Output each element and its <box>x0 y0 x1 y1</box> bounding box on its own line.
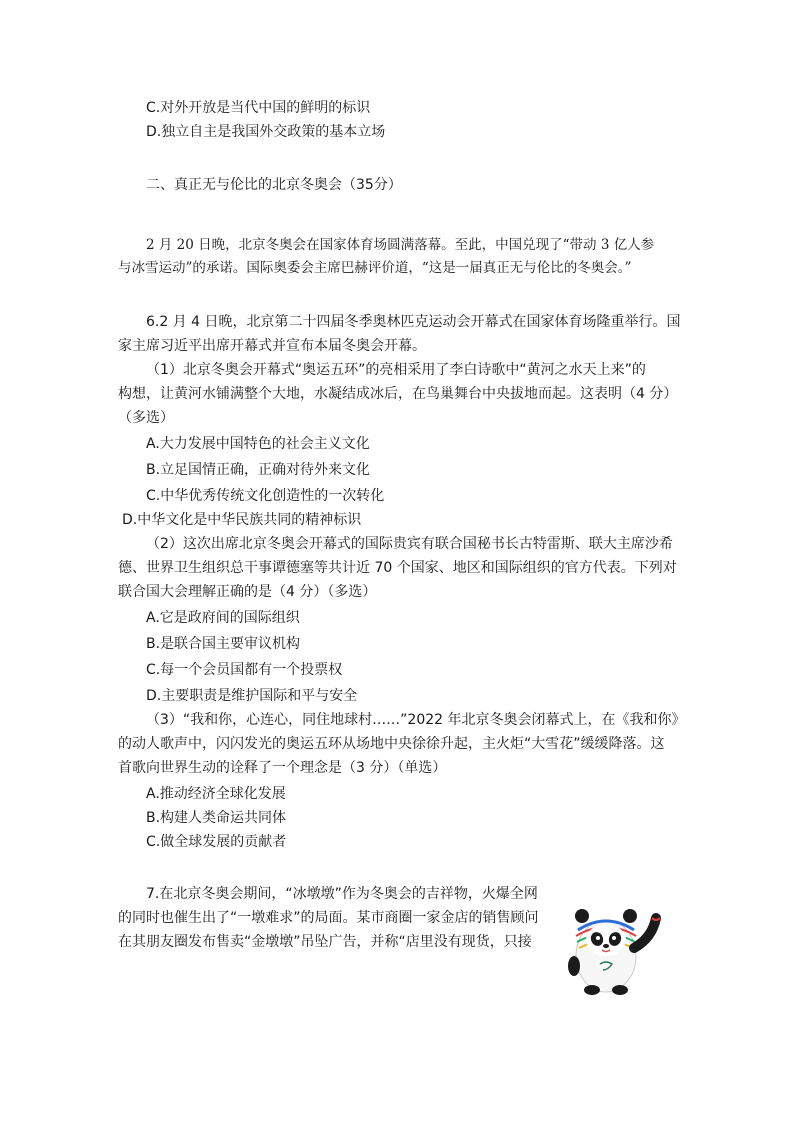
intro-line-2: 与冰雪运动”的承诺。国际奥委会主席巴赫评价道，“这是一届真正无与伦比的冬奥会。” <box>118 260 632 276</box>
intro-line-1: 2 月 20 日晚，北京冬奥会在国家体育场圆满落幕。至此，中国兑现了“带动 3 亿人参 <box>146 237 655 253</box>
q6-sub2-option-c: C.每一个会员国都有一个投票权 <box>146 662 343 678</box>
q6-sub1-line-1: （1）北京冬奥会开幕式“奥运五环”的亮相采用了李白诗歌中“黄河之水天上来”的 <box>146 362 646 378</box>
q6-sub3-line-1: （3）“我和你，心连心，同住地球村……”2022 年北京冬奥会闭幕式上，在《我和你》 <box>146 712 686 728</box>
q7-line-1: 7.在北京冬奥会期间，“冰墩墩”作为冬奥会的吉祥物，火爆全网 <box>146 886 538 902</box>
q6-sub2-option-b: B.是联合国主要审议机构 <box>146 636 301 652</box>
q6-sub3-option-b: B.构建人类命运共同体 <box>146 810 287 826</box>
q6-sub1-option-c: C.中华优秀传统文化创造性的一次转化 <box>146 488 385 504</box>
q6-sub1-option-d: D.中华文化是中华民族共同的精神标识 <box>122 512 362 528</box>
q6-sub3-line-3: 首歌向世界生动的诠释了一个理念是（3 分）（单选） <box>118 760 447 776</box>
top-option-c: C.对外开放是当代中国的鲜明的标识 <box>146 100 371 116</box>
q6-sub2-line-2: 德、世界卫生组织总干事谭德塞等共计近 70 个国家、地区和国际组织的官方代表。下列对 <box>118 560 677 576</box>
q6-sub2-line-1: （2）这次出席北京冬奥会开幕式的国际贵宾有联合国秘书长古特雷斯、联大主席沙希 <box>146 536 673 552</box>
bing-dwen-dwen-mascot-image <box>556 898 674 998</box>
q6-stem-line-1: 6.2 月 4 日晚，北京第二十四届冬季奥林匹克运动会开幕式在国家体育场隆重举行。国 <box>146 314 681 330</box>
q6-stem-line-2: 家主席习近平出席开幕式并宣布本届冬奥会开幕。 <box>118 338 426 354</box>
q6-sub1-option-a: A.大力发展中国特色的社会主义文化 <box>146 436 370 452</box>
q6-sub1-line-2: 构想，让黄河水铺满整个大地，水凝结成冰后，在鸟巢舞台中央拔地而起。这表明（4 分） <box>118 386 678 402</box>
section-title: 二、真正无与伦比的北京冬奥会（35分） <box>146 177 402 193</box>
q6-sub3-option-a: A.推动经济全球化发展 <box>146 786 286 802</box>
q6-sub1-option-b: B.立足国情正确，正确对待外来文化 <box>146 462 371 478</box>
q6-sub2-option-a: A.它是政府间的国际组织 <box>146 610 300 626</box>
q7-line-3: 在其朋友圈发布售卖“金墩墩”吊坠广告，并称“店里没有现货，只接 <box>118 934 532 950</box>
top-option-d: D.独立自主是我国外交政策的基本立场 <box>146 124 386 140</box>
q6-sub3-option-c: C.做全球发展的贡献者 <box>146 834 287 850</box>
q6-sub2-option-d: D.主要职责是维护国际和平与安全 <box>146 688 358 704</box>
q6-sub3-line-2: 的动人歌声中，闪闪发光的奥运五环从场地中央徐徐升起，主火炬“大雪花”缓缓降落。这 <box>118 736 665 752</box>
q6-sub2-line-3: 联合国大会理解正确的是（4 分）（多选） <box>118 584 377 600</box>
q6-sub1-line-3: （多选） <box>118 410 174 426</box>
mascot-body <box>568 909 660 995</box>
q7-line-2: 的同时也催生出了“一墩难求”的局面。某市商圈一家金店的销售顾问 <box>118 910 539 926</box>
